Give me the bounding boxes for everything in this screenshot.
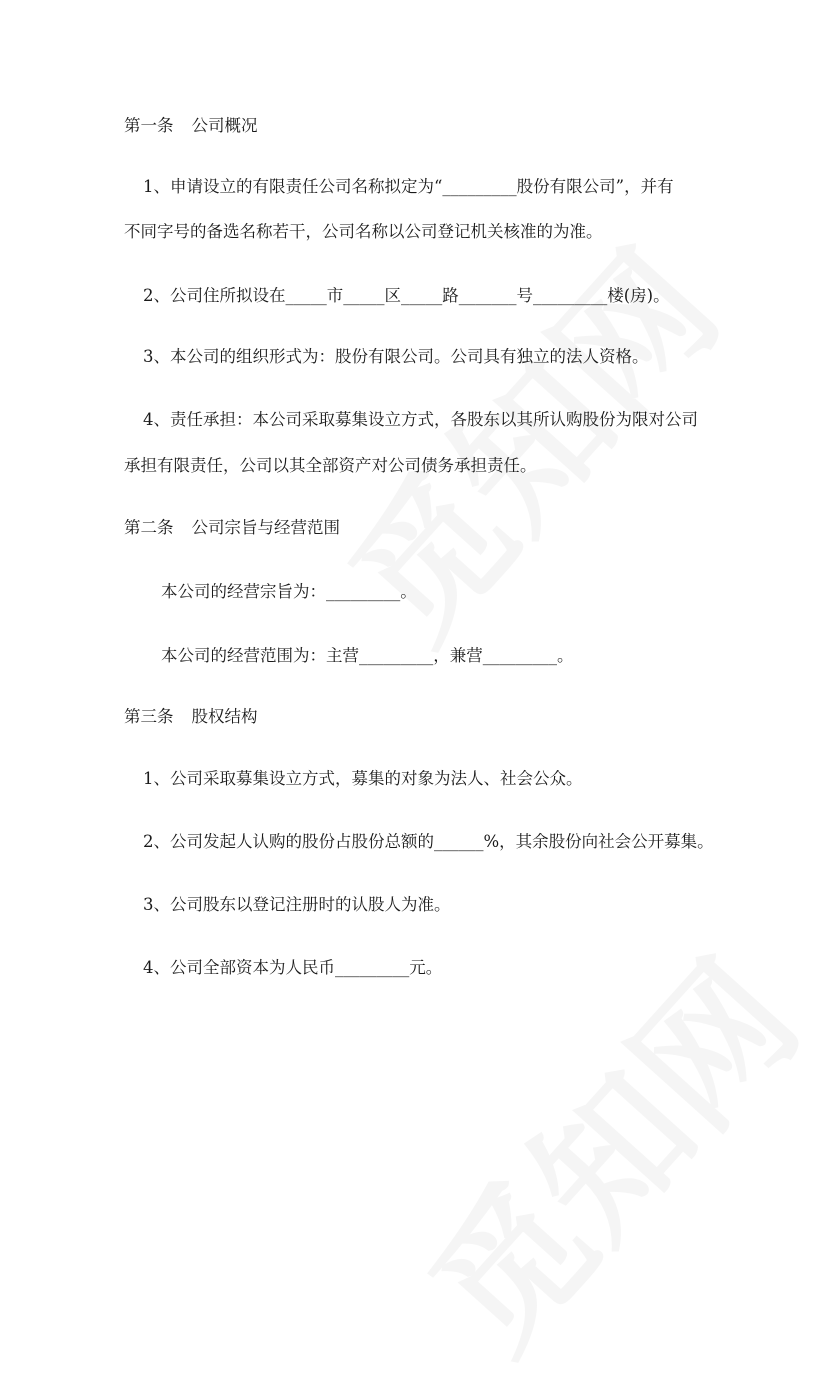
article-2-title: 公司宗旨与经营范围 xyxy=(191,518,340,537)
article-1-clause-1-line-1: 1、申请设立的有限责任公司名称拟定为“_________股份有限公司”，并有 xyxy=(143,177,674,196)
article-1-clause-3: 3、本公司的组织形式为：股份有限公司。公司具有独立的法人资格。 xyxy=(143,347,649,366)
article-1-heading xyxy=(124,114,258,138)
article-2-scope: 本公司的经营范围为：主营_________，兼营_________。 xyxy=(161,646,574,665)
watermark-bottom xyxy=(374,909,830,1387)
article-1-title: 公司概况 xyxy=(191,116,258,135)
article-3-title: 股权结构 xyxy=(191,707,258,726)
article-3-clause-1: 1、公司采取募集设立方式，募集的对象为法人、社会公众。 xyxy=(143,769,583,788)
article-1-clause-4-line-1: 4、责任承担：本公司采取募集设立方式，各股东以其所认购股份为限对公司 xyxy=(143,410,698,429)
article-1-clause-2: 2、公司住所拟设在_____市_____区_____路_______号_________楼(房)。 xyxy=(143,286,670,305)
article-3-number: 第三条 xyxy=(124,707,174,726)
article-3-heading xyxy=(124,705,258,729)
article-3-clause-4: 4、公司全部资本为人民币_________元。 xyxy=(143,958,443,977)
article-2-heading xyxy=(124,516,340,540)
article-1-number: 第一条 xyxy=(124,116,174,135)
article-3-clause-2: 2、公司发起人认购的股份占股份总额的______%，其余股份向社会公开募集。 xyxy=(143,832,714,851)
article-2-purpose: 本公司的经营宗旨为：_________。 xyxy=(161,582,417,601)
article-3-clause-3: 3、公司股东以登记注册时的认股人为准。 xyxy=(143,895,451,914)
article-1-clause-4-line-2: 承担有限责任，公司以其全部资产对公司债务承担责任。 xyxy=(124,456,537,475)
article-1-clause-1-line-2: 不同字号的备选名称若干，公司名称以公司登记机关核准的为准。 xyxy=(124,222,603,241)
watermark xyxy=(294,199,756,678)
article-2-number: 第二条 xyxy=(124,518,174,537)
